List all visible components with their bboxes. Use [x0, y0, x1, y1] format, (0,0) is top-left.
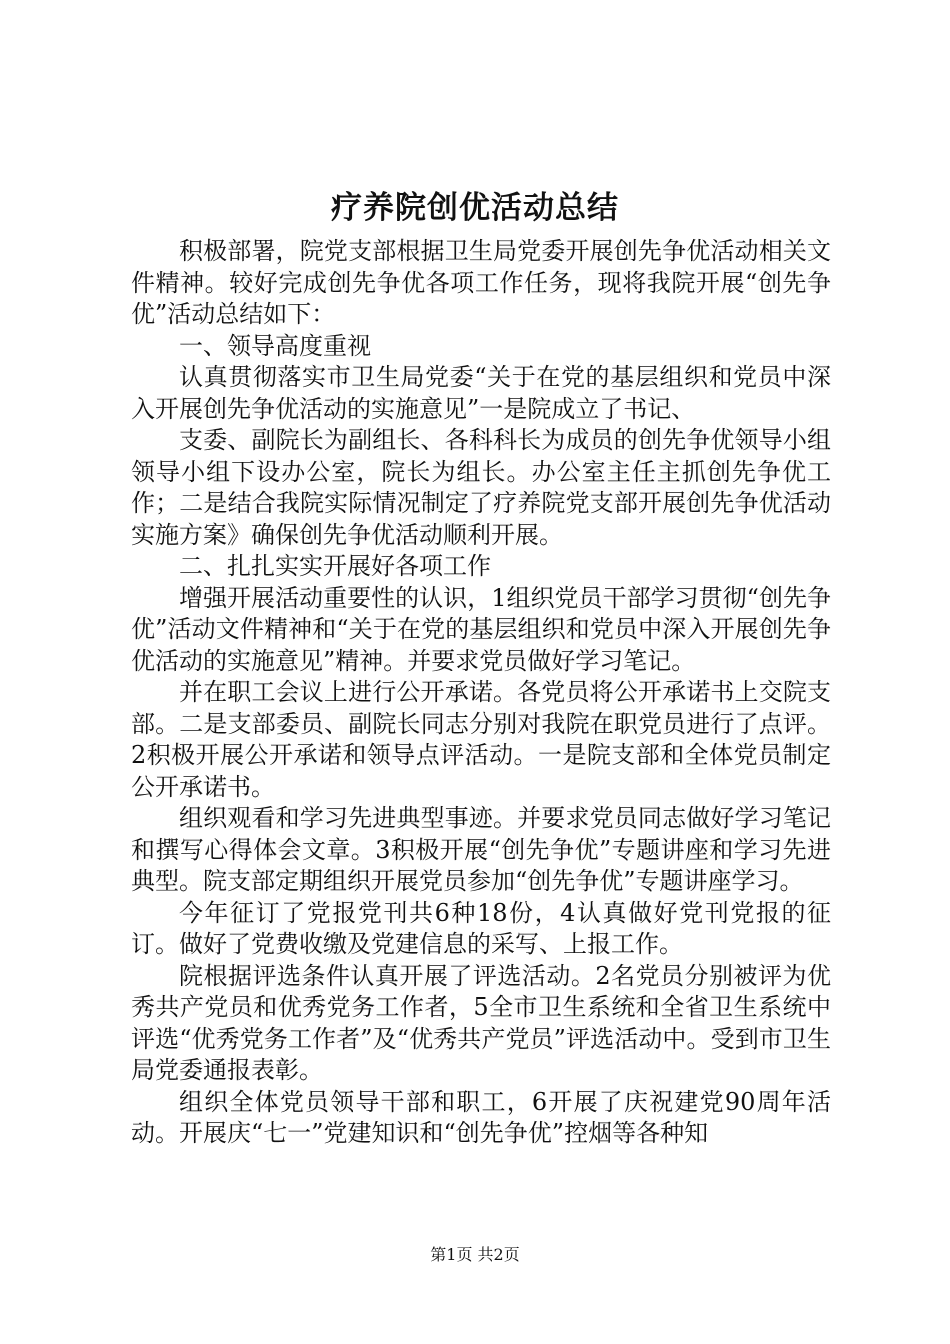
paragraph: 支委、副院长为副组长、各科科长为成员的创先争优领导小组领导小组下设办公室，院长为组长。办公室主任主抓创先争优工作；二是结合我院实际情况制定了疗养院党支部开展创先争优活动实施方案》确保创先争优活动顺利开展。 [131, 426, 831, 549]
paragraph: 组织观看和学习先进典型事迹。并要求党员同志做好学习笔记和撰写心得体会文章。3积极开展“创先争优”专题讲座和学习先进典型。院支部定期组织开展党员参加“创先争优”专题讲座学习。 [131, 804, 831, 895]
section-heading-1: 一、领导高度重视 [179, 331, 371, 360]
paragraph: 并在职工会议上进行公开承诺。各党员将公开承诺书上交院支部。二是支部委员、副院长同志分别对我院在职党员进行了点评。2积极开展公开承诺和领导点评活动。一是院支部和全体党员制定公开承诺书。 [131, 678, 831, 801]
paragraph: 增强开展活动重要性的认识，1组织党员干部学习贯彻“创先争优”活动文件精神和“关于在党的基层组织和党员中深入开展创先争优活动的实施意见”精神。并要求党员做好学习笔记。 [131, 583, 831, 675]
paragraph: 院根据评选条件认真开展了评选活动。2名党员分别被评为优秀共产党员和优秀党务工作者，5全市卫生系统和全省卫生系统中评选“优秀党务工作者”及“优秀共产党员”评选活动中。受到市卫生局党委通报表彰。 [131, 961, 831, 1084]
paragraph: 组织全体党员领导干部和职工，6开展了庆祝建党90周年活动。开展庆“七一”党建知识和“创先争优”控烟等各种知 [131, 1087, 831, 1147]
paragraph: 认真贯彻落实市卫生局党委“关于在党的基层组织和党员中深入开展创先争优活动的实施意见”一是院成立了书记、 [131, 363, 831, 423]
page-footer: 第1页 共2页 [430, 1245, 520, 1264]
document-body [131, 236, 831, 1150]
paragraph: 今年征订了党报党刊共6种18份，4认真做好党刊党报的征订。做好了党费收缴及党建信息的采写、上报工作。 [131, 898, 831, 958]
paragraph-intro: 积极部署，院党支部根据卫生局党委开展创先争优活动相关文件精神。较好完成创先争优各项工作任务，现将我院开展“创先争优”活动总结如下： [131, 237, 831, 328]
document-title: 疗养院创优活动总结 [331, 190, 619, 226]
section-heading-2: 二、扎扎实实开展好各项工作 [179, 552, 491, 580]
